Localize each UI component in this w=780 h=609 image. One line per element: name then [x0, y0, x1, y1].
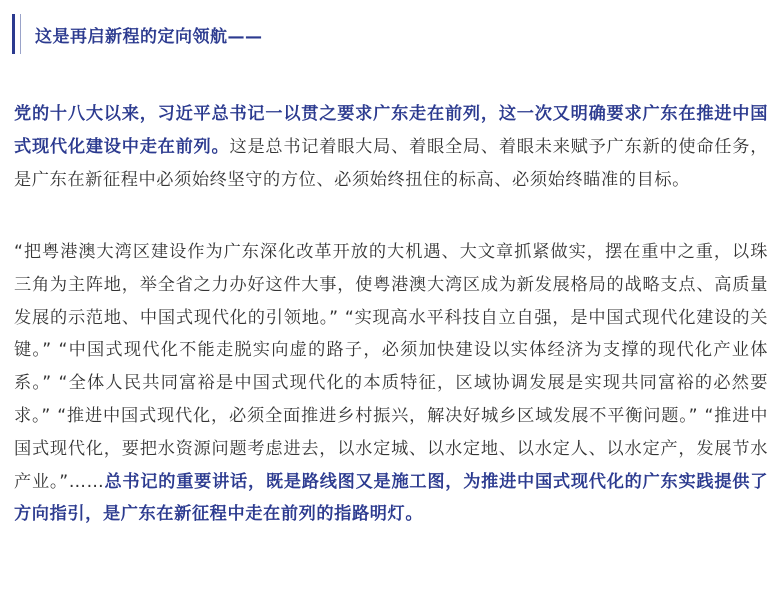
accent-bar-thick [12, 14, 15, 54]
accent-bar-thin [20, 14, 21, 54]
paragraph-intro [14, 98, 768, 196]
quotes-emphasis: 总书记的重要讲话，既是路线图又是施工图，为推进中国式现代化的广东实践提供了方向指引，是广东在新征程中走在前列的指路明灯。 [14, 471, 769, 525]
quotes-body: “把粤港澳大湾区建设作为广东深化改革开放的大机遇、大文章抓紧做实，摆在重中之重，以珠三角为主阵地，举全省之力办好这件大事，使粤港澳大湾区成为新发展格局的战略支点、高质量发展的示范地、中国式现代化的引领地。” “实现高水平科技自立自强，是中国式现代化建设的关键。” “中国式现代化不能走脱实向虚的路子，必须加快建设以实体经济为支撑的现代化产业体系。” “全体人民共同富裕是中国式现代化的本质特征，区域协调发展是实现共同富裕的必然要求。” “推进中国式现代化，必须全面推进乡村振兴，解决好城乡区域发展不平衡问题。” “推进中国式现代化，要把水资源问题考虑进去，以水定城、以水定地、以水定人、以水定产，发展节水产业。”…… [14, 242, 768, 492]
paragraph-quotes [14, 236, 768, 531]
section-heading [12, 14, 263, 54]
intro-body: 这是总书记着眼大局、着眼全局、着眼未来赋予广东新的使命任务，是广东在新征程中必须始终坚守的方位、必须始终扭住的标高、必须始终瞄准的目标。 [14, 136, 768, 190]
intro-emphasis: 党的十八大以来，习近平总书记一以贯之要求广东走在前列，这一次又明确要求广东在推进中国式现代化建设中走在前列。 [14, 104, 768, 157]
heading-title: 这是再启新程的定向领航—— [35, 26, 263, 47]
heading-accent-bar [12, 14, 21, 54]
